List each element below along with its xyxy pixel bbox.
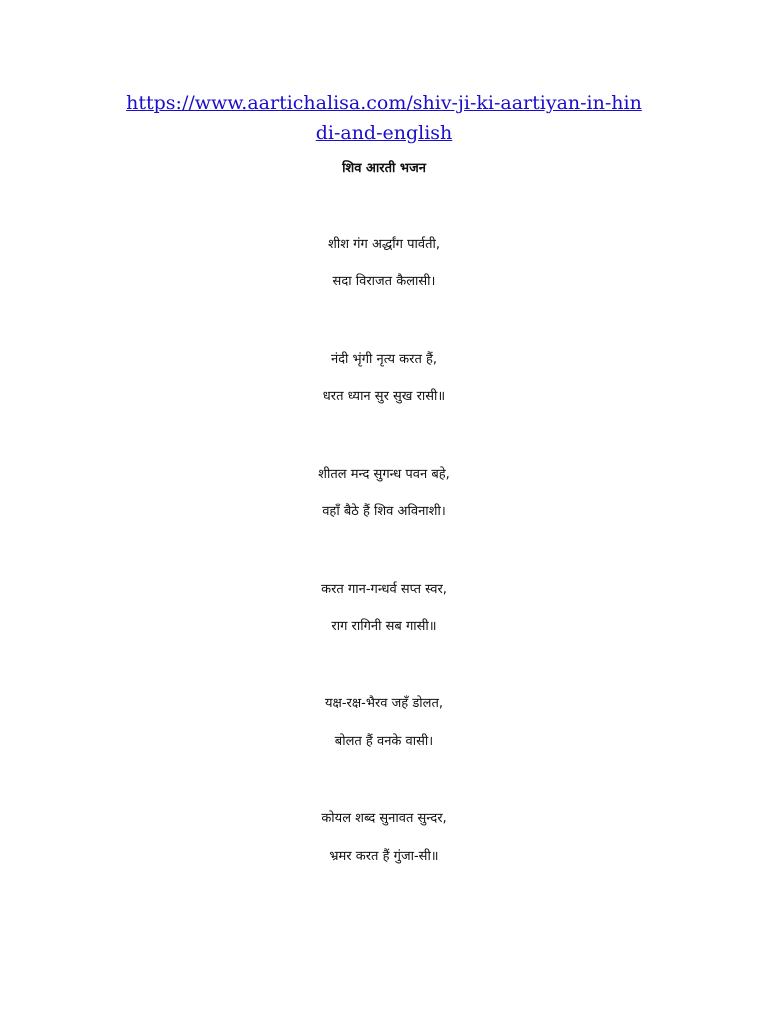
verse-line-1: शीश गंग अर्द्धांग पार्वती, xyxy=(328,237,440,252)
page-title: शिव आरती भजन xyxy=(342,161,426,176)
url-line-2[interactable]: di-and-english xyxy=(315,122,453,144)
verse-line-5: शीतल मन्द सुगन्ध पवन बहे, xyxy=(318,467,450,482)
verse-line-3: नंदी भृंगी नृत्य करत हैं, xyxy=(330,352,438,367)
verse-line-2: सदा विराजत कैलासी। xyxy=(332,274,436,289)
url-line-1[interactable]: https://www.aartichalisa.com/shiv-ji-ki-aartiyan-in-hin xyxy=(126,92,642,114)
verse-line-8: राग रागिनी सब गासी॥ xyxy=(331,619,437,634)
verse-line-6: वहाँ बैठे हैं शिव अविनाशी। xyxy=(322,504,446,519)
verse-line-7: करत गान-गन्धर्व सप्त स्वर, xyxy=(321,582,447,597)
verse-line-4: धरत ध्यान सुर सुख रासी॥ xyxy=(322,389,446,404)
source-url-link[interactable] xyxy=(60,88,708,148)
verse-line-11: कोयल शब्द सुनावत सुन्दर, xyxy=(321,811,447,826)
verse-line-10: बोलत हैं वनके वासी। xyxy=(334,734,434,749)
verse-line-12: भ्रमर करत हैं गुंजा-सी॥ xyxy=(329,849,439,864)
verse-line-9: यक्ष-रक्ष-भैरव जहँ डोलत, xyxy=(324,696,444,711)
